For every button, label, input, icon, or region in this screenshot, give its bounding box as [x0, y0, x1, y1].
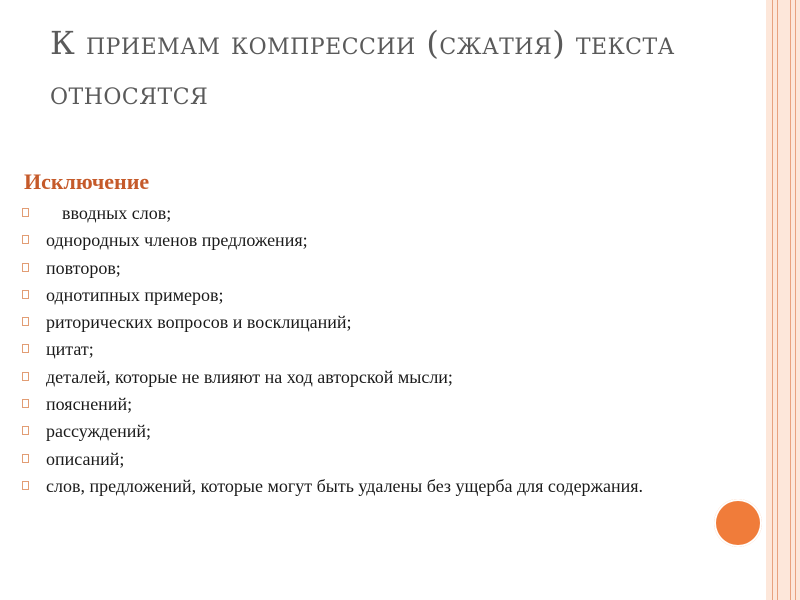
list-item-text: описаний; [46, 448, 125, 469]
list-item [22, 367, 682, 387]
list-item [22, 421, 682, 441]
list-item [22, 285, 682, 305]
border-line [777, 0, 778, 600]
bullet-icon [22, 481, 29, 490]
bullet-icon [22, 426, 29, 435]
slide-title: К приемам компрессии (сжатия) текста относятся [50, 24, 675, 112]
list-item-text: риторических вопросов и восклицаний; [46, 312, 352, 333]
bullet-icon [22, 454, 29, 463]
bullet-icon [22, 317, 29, 326]
list-item [22, 230, 682, 250]
list-item-text: слов, предложений, которые могут быть удалены без ущерба для содержания. [46, 475, 644, 496]
list-item [22, 339, 682, 359]
border-line [772, 0, 773, 600]
list-item [22, 258, 682, 278]
border-line [790, 0, 791, 600]
list-item-text: цитат; [46, 339, 94, 360]
subheading: Исключение [24, 169, 150, 194]
list-item-text: вводных слов; [62, 203, 172, 223]
bullet-icon [22, 208, 29, 217]
bullet-icon [22, 399, 29, 408]
list-item-text: однотипных примеров; [46, 284, 224, 305]
list-item-text: повторов; [46, 257, 121, 278]
list-item [22, 476, 682, 496]
bullet-icon [22, 344, 29, 353]
bullet-icon [22, 372, 29, 381]
list-item-text: пояснений; [46, 394, 133, 415]
decorative-border [766, 0, 800, 600]
list-item-text: однородных членов предложения; [46, 230, 308, 251]
list-item [22, 203, 682, 223]
list-item [22, 312, 682, 332]
list-item [22, 449, 682, 469]
bullet-icon [22, 290, 29, 299]
border-line [795, 0, 796, 600]
list-item [22, 394, 682, 414]
bullet-icon [22, 263, 29, 272]
orange-circle-icon [714, 499, 762, 547]
bullet-icon [22, 235, 29, 244]
bullet-list [22, 203, 682, 503]
list-item-text: деталей, которые не влияют на ход авторской мысли; [46, 366, 453, 387]
list-item-text: рассуждений; [46, 421, 151, 442]
